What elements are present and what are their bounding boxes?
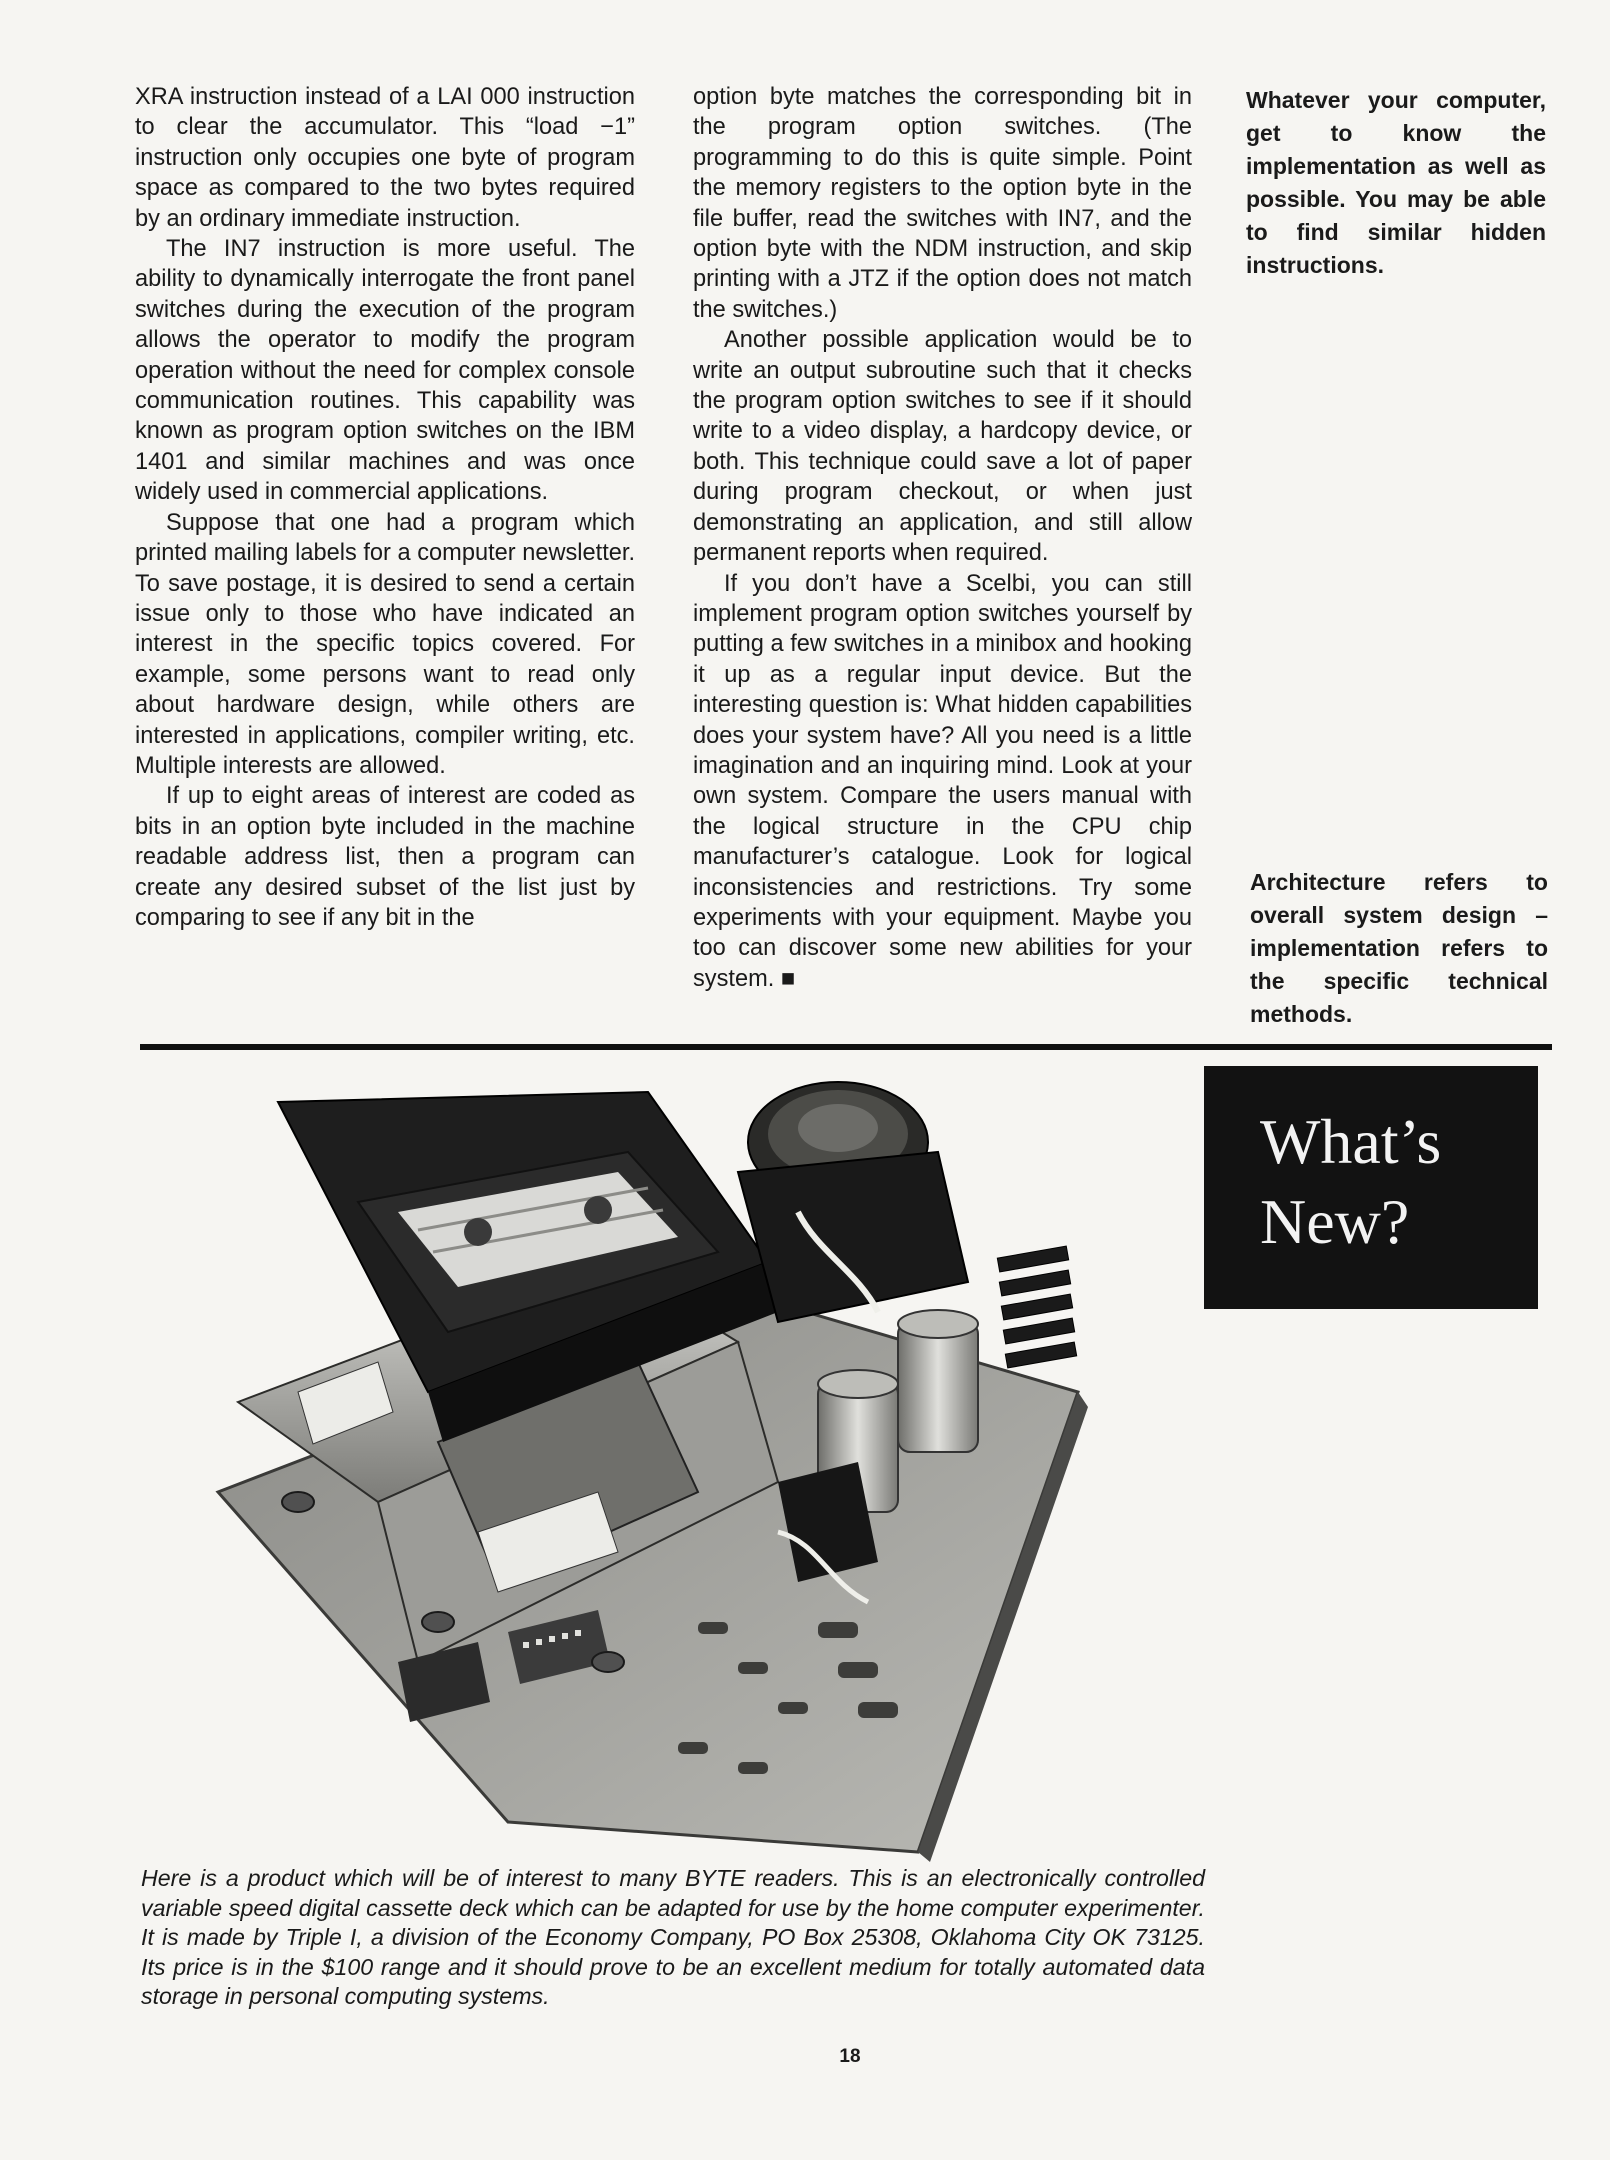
paragraph: option byte matches the corresponding bit in the program option switches. (The programming to do this is quite simple. Point the memory registers to the option byte in the file buffer, read the switches with IN7, and the option byte with the NDM instruction, and skip printing with a JTZ if the option does not match the switches.) xyxy=(693,84,1192,323)
whats-new-heading-box xyxy=(1204,1066,1538,1309)
page-number: 18 xyxy=(839,2046,861,2067)
paragraph: Suppose that one had a program which printed mailing labels for a computer newsletter. To save postage, it is desired to send a certain issue only to those who have indicated an interest in the specific topics covered. For example, some persons want to read only about hardware design, while others are interested in applications, compiler writing, etc. Multiple interests are allowed. xyxy=(135,509,635,779)
section-divider xyxy=(140,1044,1552,1050)
sidebar-note-architecture: Architecture refers to overall system design – implementation refers to the specific technical methods. xyxy=(1250,869,1548,1027)
paragraph: If you don’t have a Scelbi, you can still implement program option switches yourself by putting a few switches in a minibox and hooking it up as a regular input device. But the interesting question is: What hidden capabilities does your system have? All you need is a little imagination and an inquiring mind. Look at your own system. Compare the users manual with the logical structure in the CPU chip manufacturer’s catalogue. Look for logical inconsistencies and restrictions. Try some experiments with your equipment. Maybe you too can discover some new abilities for your system. ■ xyxy=(693,570,1192,992)
paragraph: If up to eight areas of interest are coded as bits in an option byte included in the machine readable address list, then a program can create any desired subset of the list just by comparing to see if any bit in the xyxy=(135,783,635,931)
article-column-middle xyxy=(693,82,1192,994)
paragraph: XRA instruction instead of a LAI 000 instruction to clear the accumulator. This “load −1” instruction only occupies one byte of program space as compared to the two bytes required by an ordinary immediate instruction. xyxy=(135,84,635,232)
sidebar-note-implementation: Whatever your computer, get to know the implementation as well as possible. You may be able to find similar hidden instructions. xyxy=(1246,87,1546,278)
article-column-left xyxy=(135,82,635,933)
paragraph: The IN7 instruction is more useful. The ability to dynamically interrogate the front panel switches during the execution of the program allows the operator to modify the program operation without the need for complex console communication routines. This capability was known as program option switches on the IBM 1401 and similar machines and was once widely used in commercial applications. xyxy=(135,236,635,506)
photo-caption: Here is a product which will be of interest to many BYTE readers. This is an electronically controlled variable speed digital cassette deck which can be adapted for use by the home computer experimenter. It is made by Triple I, a division of the Economy Company, PO Box 25308, Oklahoma City OK 73125. Its price is in the $100 range and it should prove to be an excellent medium for totally automated data storage in personal computing systems. xyxy=(141,1865,1205,2010)
paragraph: Another possible application would be to write an output subroutine such that it checks the program option switches to see if it should write to a video display, a hardcopy device, or both. This technique could save a lot of paper during program checkout, or when just demonstrating an application, and still allow permanent reports when required. xyxy=(693,327,1192,567)
whats-new-title: What’s New? xyxy=(1260,1106,1442,1257)
cassette-deck-photo xyxy=(178,1062,1178,1862)
